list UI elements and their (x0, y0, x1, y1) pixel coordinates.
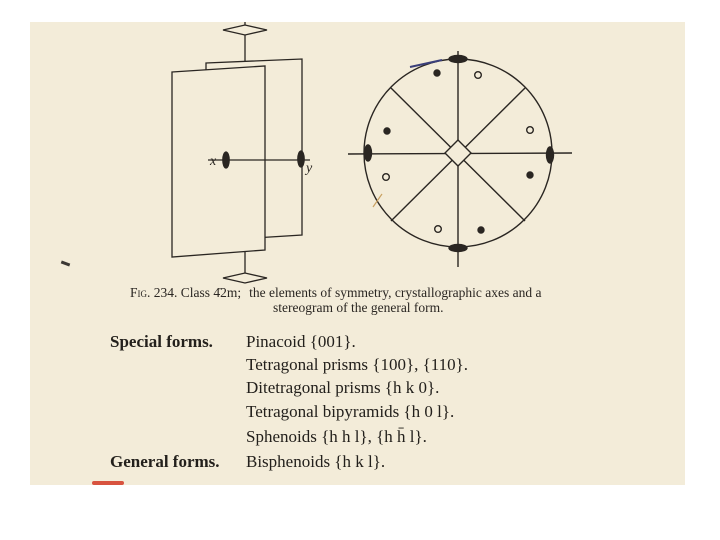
pole-upper (434, 70, 440, 76)
caption-line-1: the elements of symmetry, crystallographic axes and a (249, 285, 542, 300)
mirror-planes-drawing (172, 22, 310, 283)
caption-line-2: stereogram of the general form. (273, 300, 444, 315)
mirror-plane-front (172, 66, 265, 257)
general-forms-heading: General forms. (110, 452, 220, 471)
left-axis-symbol (365, 145, 372, 161)
special-form-item: Tetragonal prisms {100}, {110}. (246, 355, 469, 374)
red-annotation-mark (92, 481, 124, 485)
bottom-axis-symbol (449, 245, 467, 252)
special-forms-heading: Special forms. (110, 332, 213, 351)
bottom-axis-symbol (223, 273, 267, 283)
ink-mark (410, 60, 442, 67)
top-axis-symbol (223, 25, 267, 35)
y-axis-symbol (298, 151, 304, 167)
special-form-item: Pinacoid {001}. (246, 332, 356, 351)
pole-upper (384, 128, 390, 134)
top-axis-symbol (449, 56, 467, 63)
special-form-item: Ditetragonal prisms {h k 0}. (246, 378, 440, 397)
center-axis-symbol (445, 140, 471, 166)
figure-234 (30, 22, 685, 292)
x-axis-symbol (223, 152, 229, 168)
general-form-item: Bisphenoids {h k l}. (246, 452, 386, 471)
right-axis-symbol (547, 147, 554, 163)
y-axis-label: y (306, 161, 313, 176)
pole-upper (478, 227, 484, 233)
stereogram (348, 51, 572, 267)
special-form-item: Tetragonal bipyramids {h 0 l}. (246, 402, 455, 421)
pole-lower (383, 174, 390, 181)
special-form-item: Sphenoids {h h l}, {h h̄ l}. (246, 427, 427, 446)
pole-upper (527, 172, 533, 178)
caption-figure-number: Fig. 234. Class 4̄2m; (130, 285, 242, 300)
scanned-page (30, 22, 685, 485)
x-axis-label: x (210, 154, 217, 169)
figure-caption (130, 285, 541, 315)
pole-lower (435, 226, 442, 233)
pole-lower (475, 72, 482, 79)
pole-lower (527, 127, 534, 134)
